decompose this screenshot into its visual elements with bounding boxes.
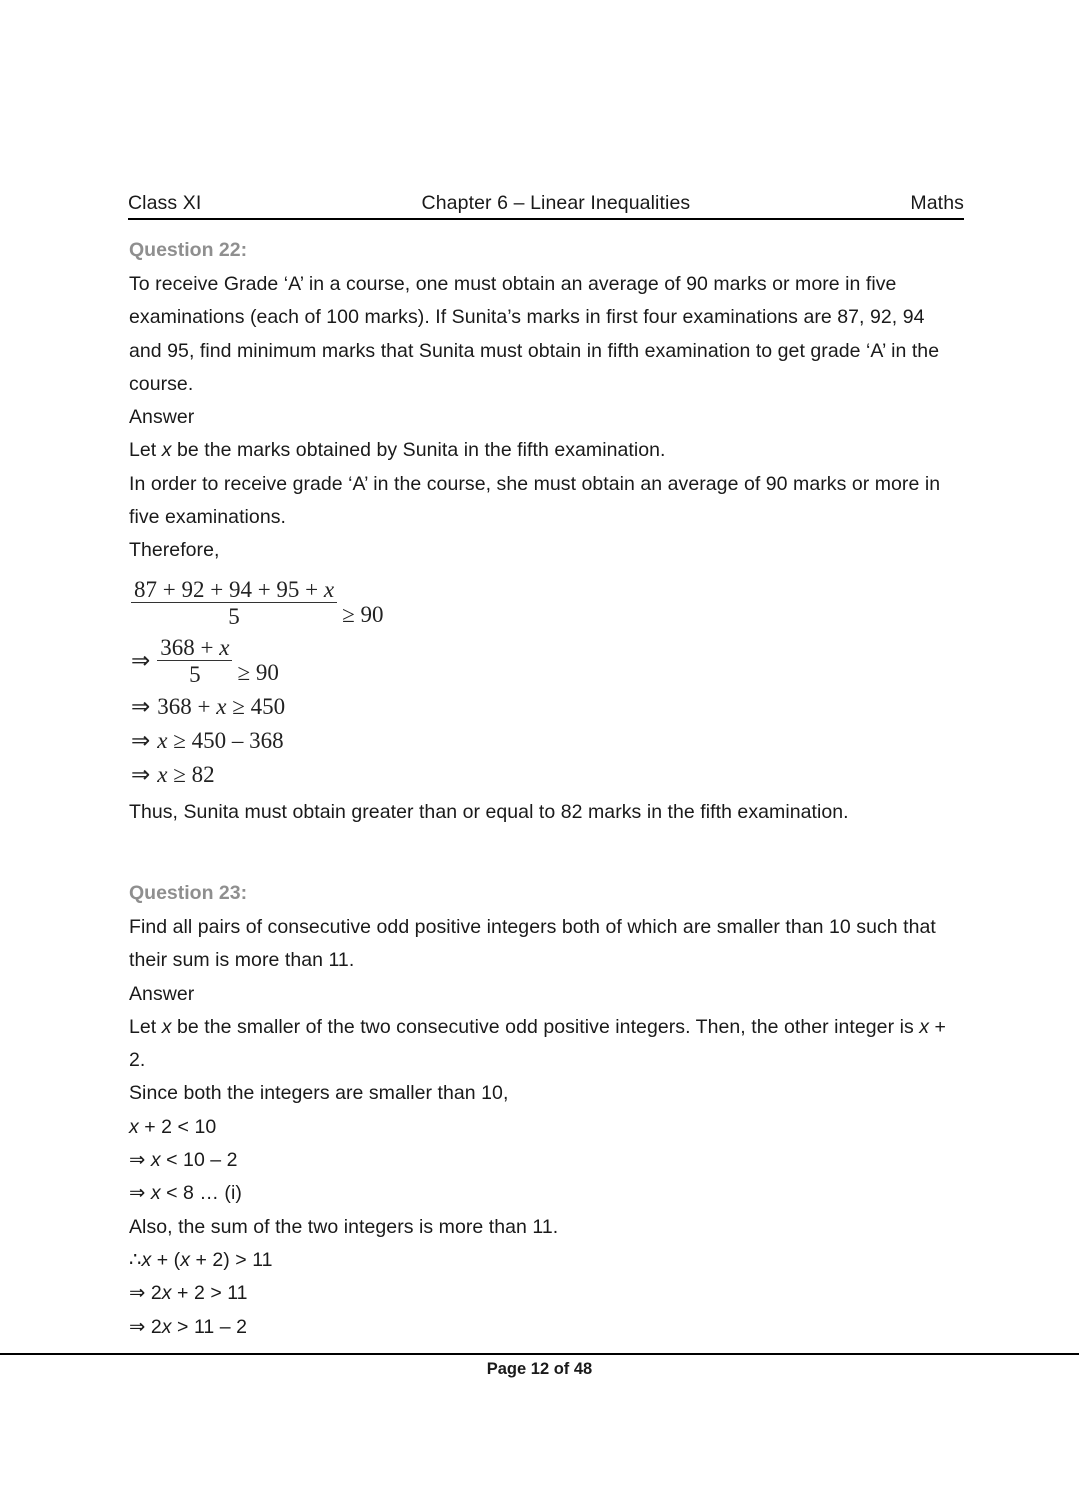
question-22-heading: Question 22: [129,239,248,261]
implies-arrow-icon: ⇒ [129,1182,151,1205]
question-23-heading: Question 23: [129,881,248,904]
implies-arrow-icon: ⇒ [131,762,151,788]
header-class-label: Class XI [128,192,202,214]
variable-x: x [180,1248,191,1271]
equation-1 [131,574,955,632]
text-fragment: ≥ 450 – 368 [167,728,284,754]
text-fragment: > 11 – 2 [171,1315,248,1338]
question-23-prompt: Find all pairs of consecutive odd positive integers both of which are smaller than 10 such that their sum is more than 11. [129,915,936,972]
implies-arrow-icon: ⇒ [131,648,151,674]
question-22-conclusion: Thus, Sunita must obtain greater than or equal to 82 marks in the fifth examination. [129,800,849,823]
text-fragment: Let [129,1015,162,1038]
question-23-solution-line-1 [129,1011,955,1078]
question-22-solution-line-1 [129,434,955,467]
variable-x: x [161,1315,172,1338]
text-fragment: < 10 – 2 [160,1149,238,1172]
text-fragment: 368 + [160,634,220,660]
equation-expression [157,695,285,718]
fraction-numerator [157,636,232,660]
footer-page-number: Page 12 of 48 [486,1360,593,1378]
equation-5 [131,758,955,792]
text-fragment: < 8 … (i) [160,1182,242,1205]
text-fragment: be the marks obtained by Sunita in the fifth examination. [171,439,666,462]
question-22-solution-line-3: Therefore, [129,539,220,562]
fraction-denominator: 5 [189,661,201,687]
implies-arrow-icon: ⇒ [131,728,151,754]
implies-arrow-icon: ⇒ [129,1149,151,1172]
question-22-math-block [129,574,955,792]
text-fragment: Let [129,439,162,462]
header-subject-label: Maths [910,192,964,214]
text-fragment: 368 + [157,694,217,720]
variable-x: x [161,439,172,462]
fraction-denominator: 5 [228,603,240,629]
question-23-answer-label: Answer [129,982,195,1005]
question-22-prompt: To receive Grade ‘A’ in a course, one must obtain an average of 90 marks or more in five examinations (each of 100 marks). If Sunita’s marks in first four examinations are 87, 92, 94 and 95, find minimum marks that Sunita must obtain in fifth examination to get grade ‘A’ in the course. [129,273,940,395]
implies-arrow-icon: ⇒ [131,694,151,720]
text-fragment: be the smaller of the two consecutive odd positive integers. Then, the other integer is [171,1015,920,1038]
page-content [129,234,955,1344]
question-23-step-2 [129,1144,955,1177]
equation-4 [131,724,955,758]
relation-operator: ≥ 90 [342,601,384,627]
equation-expression [157,763,214,786]
question-23-step-6 [129,1311,955,1344]
equation-3 [131,690,955,724]
text-fragment: 87 + 92 + 94 + 95 + [134,576,324,602]
variable-x: x [161,1015,172,1038]
variable-x: x [216,694,227,720]
text-fragment: + 2) > 11 [190,1248,273,1271]
question-23-step-1 [129,1111,955,1144]
question-23-solution-line-3: Also, the sum of the two integers is more than 11. [129,1215,559,1238]
variable-x: x [323,576,335,602]
question-23-step-5 [129,1277,955,1310]
question-23-step-3 [129,1177,955,1210]
variable-x: x [129,1115,139,1138]
fraction [131,578,337,628]
text-fragment: + 2 > 11 [171,1282,248,1305]
question-22-answer-label: Answer [129,406,195,429]
equation-2 [131,632,955,690]
relation-operator: ≥ 90 [237,659,279,685]
footer-divider [0,1353,1079,1355]
implies-arrow-icon: ⇒ 2 [129,1315,162,1338]
header-chapter-title: Chapter 6 – Linear Inequalities [421,192,691,214]
text-fragment: ≥ 82 [167,762,215,788]
section-spacer [129,829,955,877]
text-fragment: + ( [151,1248,181,1271]
fraction [157,636,232,686]
implies-arrow-icon: ⇒ 2 [129,1282,162,1305]
question-23-solution-line-2: Since both the integers are smaller than 10, [129,1082,509,1105]
variable-x: x [141,1248,152,1271]
page-header [128,192,964,220]
variable-x: x [157,762,168,788]
question-23-step-4 [129,1244,955,1277]
text-fragment: ≥ 450 [226,694,286,720]
fraction-numerator [131,578,337,602]
text-fragment: + 2 < 10 [138,1115,217,1138]
variable-x: x [150,1149,161,1172]
variable-x: x [919,1015,930,1038]
variable-x: x [150,1182,161,1205]
equation-expression [157,729,283,752]
variable-x: x [161,1282,172,1305]
therefore-symbol-icon: ∴ [129,1248,142,1271]
text-fragment: + 2. [129,1015,946,1072]
variable-x: x [219,634,230,660]
variable-x: x [157,728,168,754]
question-22-solution-line-2: In order to receive grade ‘A’ in the course, she must obtain an average of 90 marks or more in five examinations. [129,472,941,529]
